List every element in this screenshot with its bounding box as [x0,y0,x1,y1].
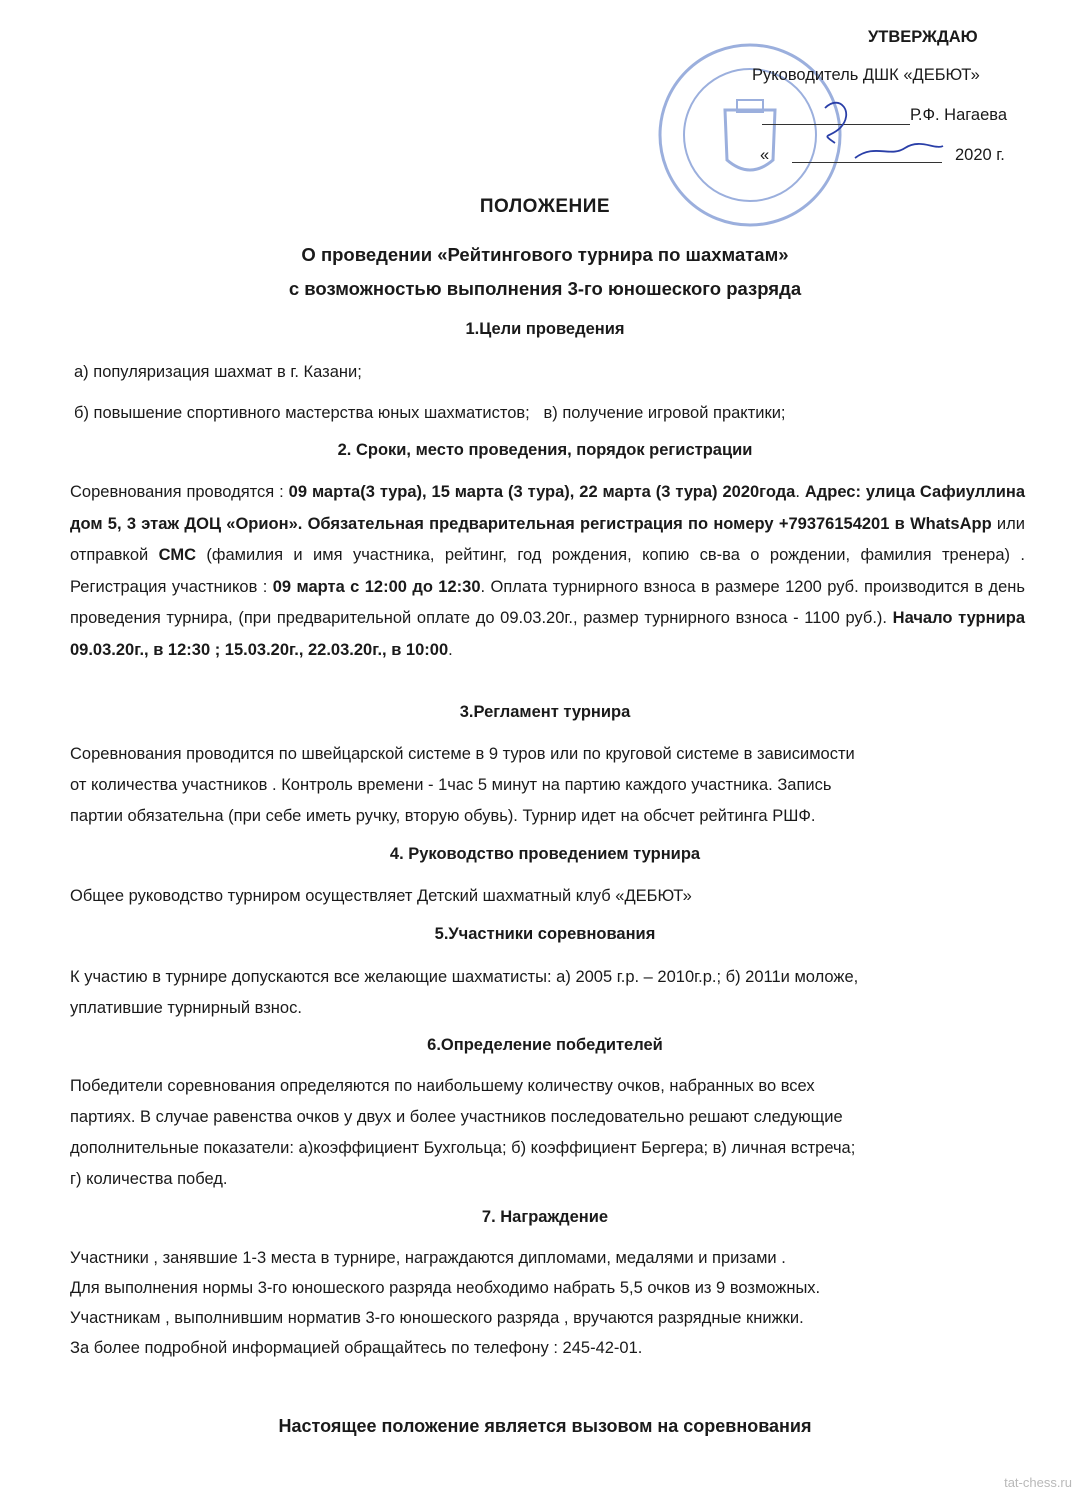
approval-title: УТВЕРЖДАЮ [868,28,978,46]
s2-address-registration: Адрес: улица Сафиуллина дом 5, 3 этаж ДОЦ «Орион». Обязательная предварительная регистрация по номеру +79376154201 в WhatsApp [70,483,1025,533]
s7-line-1: Участники , занявшие 1-3 места в турнире, награждаются дипломами, медалями и призами . [70,1249,786,1267]
section-2-title: 2. Сроки, место проведения, порядок регистрации [337,441,753,459]
document-subtitle-line2: с возможностью выполнения 3-го юношеского разряда [288,278,802,299]
section-1-item-b: б) повышение спортивного мастерства юных шахматистов; [74,404,530,422]
section-3-title: 3.Регламент турнира [459,703,631,721]
section-1-items-bc [74,398,1029,429]
section-4-title: 4. Руководство проведением турнира [389,845,701,863]
section-7-title: 7. Награждение [481,1208,609,1226]
s3-line-2: от количества участников . Контроль времени - 1час 5 минут на партию каждого участника. Запись [70,776,832,794]
s2-dates: 09 марта(3 тура), 15 марта (3 тура), 22 марта (3 тура) 2020года [288,483,796,501]
section-5-text [70,962,1025,1024]
s7-line-3: Участникам , выполнившим норматив 3-го юношеского разряда , вручаются разрядные книжки. [70,1309,804,1327]
s3-line-1: Соревнования проводится по швейцарской системе в 9 туров или по круговой системе в зависимости [70,745,855,763]
s6-line-3: дополнительные показатели: а)коэффициент Бухгольца; б) коэффициент Бергера; в) личная встреча; [70,1139,856,1157]
date-quote-open: « [760,146,770,164]
section-1-title: 1.Цели проведения [465,320,625,338]
document-title: ПОЛОЖЕНИЕ [479,196,611,217]
s5-line-1: К участию в турнире допускаются все желающие шахматисты: а) 2005 г.р. – 2010г.р.; б) 2011и моложе, [70,968,859,986]
s2-text-5: или отправкой [70,514,1025,564]
section-6-text [70,1071,1025,1195]
s2-fee: . Оплата турнирного взноса в размере 1200 руб. производится в день проведения турнира, (при предварительной оплате до 09.03.20г., размер турнирного взноса - 1100 руб.). [70,577,1025,627]
section-2-text [70,477,1025,666]
section-1-item-c: в) получение игровой практики; [543,404,786,422]
s7-line-2: Для выполнения нормы 3-го юношеского разряда необходимо набрать 5,5 очков из 9 возможных. [70,1279,821,1297]
s4-line-1: Общее руководство турниром осуществляет Детский шахматный клуб «ДЕБЮТ» [70,887,692,905]
section-4-text [70,881,1025,912]
s2-sms: СМС [158,546,196,564]
section-7-text [70,1243,1025,1363]
s7-line-4: За более подробной информацией обращайтесь по телефону : 245-42-01. [70,1339,643,1357]
approval-year: 2020 г. [955,146,1005,164]
s2-text-1: Соревнования проводятся : [70,483,289,501]
s6-line-4: г) количества побед. [70,1170,228,1188]
section-3-text [70,739,1025,832]
section-6-title: 6.Определение победителей [427,1036,663,1054]
s3-line-3: партии обязательна (при себе иметь ручку, вторую обувь). Турнир идет на обсчет рейтинга РШФ. [70,807,816,825]
s2-text-7: (фамилия и имя участника, рейтинг, год рождения, копию св-ва о рождении, фамилия тренера) . Регистрация участников : [70,546,1025,596]
section-1-item-a: а) популяризация шахмат в г. Казани; [74,363,362,381]
s2-text-3: . [795,483,805,501]
approval-name: Р.Ф. Нагаева [910,106,1008,124]
s2-start-times: Начало турнира 09.03.20г., в 12:30 ; 15.03.20г., 22.03.20г., в 10:00 [70,609,1025,659]
site-watermark: tat-chess.ru [1004,1475,1072,1490]
s2-text-11: . [448,640,453,659]
s6-line-1: Победители соревнования определяются по наибольшему количеству очков, набранных во всех [70,1077,815,1095]
s6-line-2: партиях. В случае равенства очков у двух и более участников последовательно решают следующие [70,1108,843,1126]
document-subtitle-line1: О проведении «Рейтингового турнира по шахматам» [301,244,789,265]
handwritten-signature [795,88,945,168]
closing-statement: Настоящее положение является вызовом на соревнования [278,1416,812,1436]
s2-registration-time: 09 марта с 12:00 до 12:30 [272,577,481,596]
s5-line-2: уплатившие турнирный взнос. [70,999,302,1017]
section-5-title: 5.Участники соревнования [434,925,656,943]
approval-role: Руководитель ДШК «ДЕБЮТ» [752,66,980,84]
